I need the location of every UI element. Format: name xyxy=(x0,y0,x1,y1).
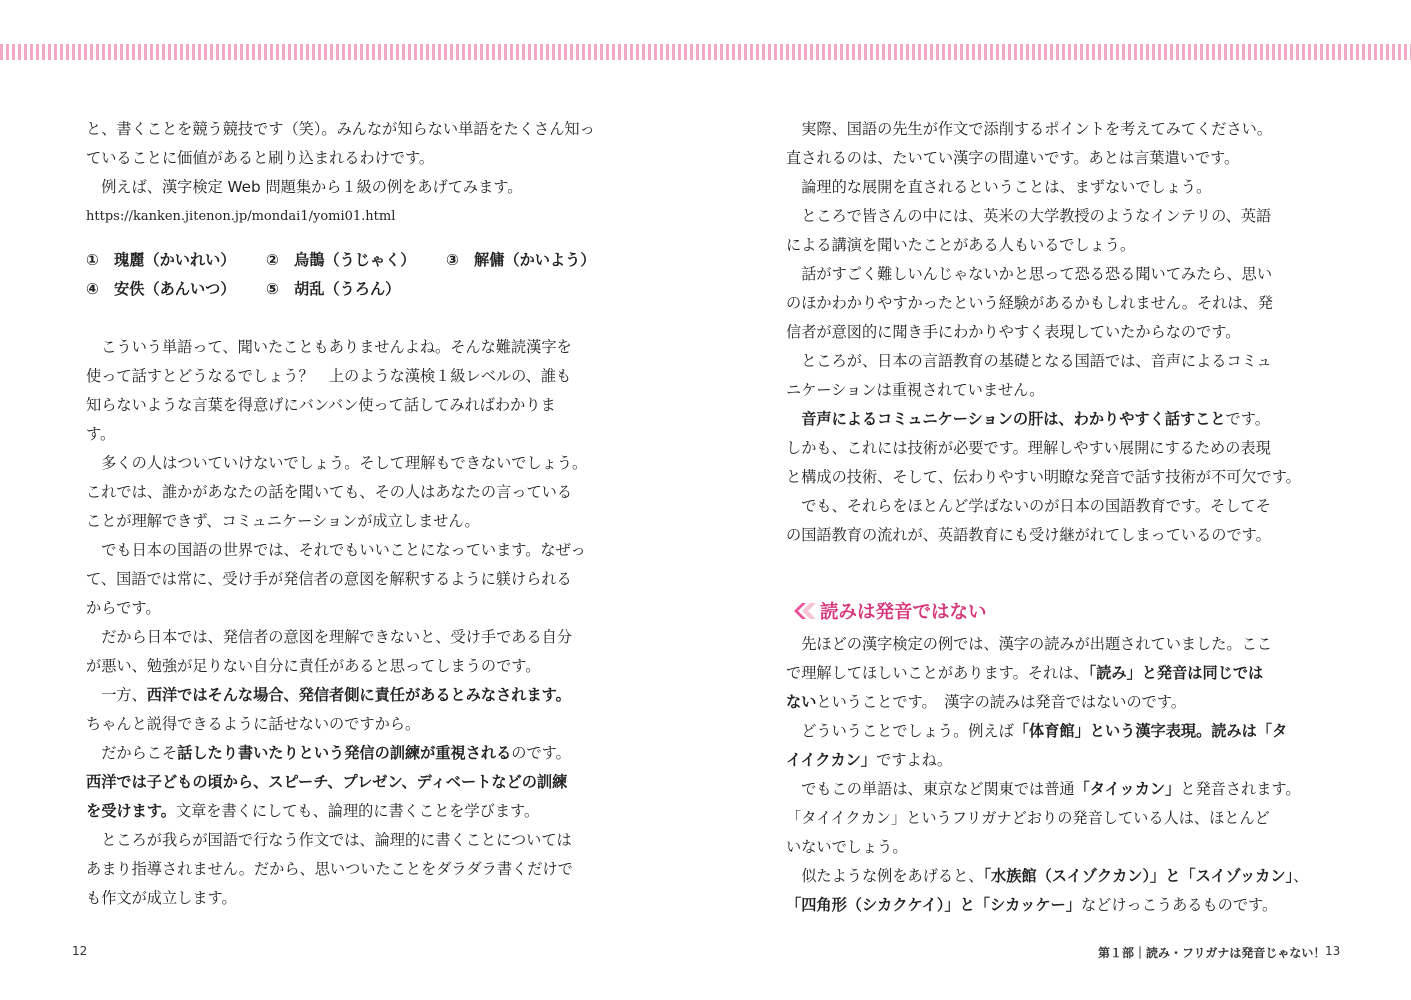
bold-span: 西洋ではそんな場合、発信者側に責任があるとみなされます。 xyxy=(146,686,571,704)
text-line: ちゃんと説得できるように話せないのですから。 xyxy=(86,715,421,733)
section-heading-text: 読みは発音ではない xyxy=(820,602,987,623)
text-line: こういう単語って、聞いたこともありませんよね。そんな難読漢字を xyxy=(86,338,572,356)
text-line: だから日本では、発信者の意図を理解できないと、受け手である自分 xyxy=(86,628,572,646)
text-line: も作文が成立します。 xyxy=(86,889,237,907)
text-line: しかも、これには技術が必要です。理解しやすい展開にするための表現 xyxy=(786,439,1271,457)
text-line: が悪い、勉強が足りない自分に責任があると思ってしまうのです。 xyxy=(86,657,541,675)
text-line: 実際、国語の先生が作文で添削するポイントを考えてみてください。 xyxy=(786,120,1272,138)
section-heading xyxy=(786,594,1331,628)
text-line xyxy=(786,717,1331,746)
text-line: 直されるのは、たいてい漢字の間違いです。あとは言葉遣いです。 xyxy=(786,149,1240,167)
text-line: 先ほどの漢字検定の例では、漢字の読みが出題されていました。ここ xyxy=(786,635,1272,653)
right-page xyxy=(786,115,1331,920)
example-list-row xyxy=(86,246,626,275)
text-span: ということです。 漢字の読みは発音ではないのです。 xyxy=(816,693,1187,711)
text-line: ところで皆さんの中には、英米の大学教授のようなインテリの、英語 xyxy=(786,207,1272,225)
page-number-left: 12 xyxy=(72,944,88,958)
text-line: ことが理解できず、コミュニケーションが成立しません。 xyxy=(86,512,480,530)
text-line: 西洋では子どもの頃から、スピーチ、プレゼン、ディベートなどの訓練 xyxy=(86,773,568,791)
text-line: 「タイイクカン」というフリガナどおりの発音している人は、ほとんど xyxy=(786,809,1270,827)
bold-span: 「四角形（シカクケイ）」と「シカッケー」 xyxy=(786,896,1081,914)
text-line: す。 xyxy=(86,425,116,443)
text-line xyxy=(786,405,1331,434)
text-span: のです。 xyxy=(511,744,571,762)
text-line: て、国語では常に、受け手が発信者の意図を解釈するように躾けられる xyxy=(86,570,572,588)
text-span: でもこの単語は、東京など関東では普通 xyxy=(786,780,1075,798)
text-line xyxy=(786,688,1331,717)
text-line xyxy=(86,797,626,826)
text-line xyxy=(86,681,626,710)
text-span: などけっこうあるものです。 xyxy=(1080,896,1278,914)
text-line: ていることに価値があると刷り込まれるわけです。 xyxy=(86,149,435,167)
example-item: ② 烏鵲（うじゃく） xyxy=(266,251,416,269)
page-number-right: 13 xyxy=(1325,944,1341,958)
bold-span: 「水族館（スイゾクカン）」と「スイゾッカン」 xyxy=(983,867,1294,885)
text-span: 文章を書くにしても、論理的に書くことを学びます。 xyxy=(175,802,540,820)
text-line: あまり指導されません。だから、思いついたことをダラダラ書くだけで xyxy=(86,860,573,878)
text-line: いないでしょう。 xyxy=(786,838,908,856)
text-line xyxy=(786,746,1331,775)
text-line xyxy=(86,739,626,768)
text-line: でも、それらをほとんど学ばないのが日本の国語教育です。そしてそ xyxy=(786,497,1271,515)
example-item: ① 瑰麗（かいれい） xyxy=(86,251,236,269)
text-span: で理解してほしいことがあります。それは、 xyxy=(786,664,1089,682)
text-span xyxy=(786,410,801,428)
text-line: ニケーションは重視されていません。 xyxy=(786,381,1045,399)
text-line xyxy=(786,891,1331,920)
text-span: どういうことでしょう。例えば xyxy=(786,722,1014,740)
text-line: 知らないような言葉を得意げにバンバン使って話してみればわかりま xyxy=(86,396,556,414)
example-item: ③ 解傭（かいよう） xyxy=(446,251,596,269)
bold-span: ない xyxy=(786,693,817,711)
text-line: ところが、日本の言語教育の基礎となる国語では、音声によるコミュ xyxy=(786,352,1272,370)
bold-span: を受けます。 xyxy=(86,802,176,820)
bold-span: 「体育館」という漢字表現。読みは「タ xyxy=(1013,722,1288,740)
bold-span: 「読み」と発音は同じでは xyxy=(1088,664,1264,682)
example-list-row xyxy=(86,275,626,304)
text-line: ところが我らが国語で行なう作文では、論理的に書くことについては xyxy=(86,831,572,849)
text-line: これでは、誰かがあなたの話を聞いても、その人はあなたの言っている xyxy=(86,483,572,501)
text-span: と発音されます。 xyxy=(1180,780,1301,798)
text-span: 、 xyxy=(1293,867,1309,885)
text-line xyxy=(786,659,1331,688)
text-line: 話がすごく難しいんじゃないかと思って恐る恐る聞いてみたら、思い xyxy=(786,265,1272,283)
bold-span: イイクカン」 xyxy=(786,751,877,769)
text-line: と、書くことを競う競技です（笑）。みんなが知らない単語をたくさん知っ xyxy=(86,120,595,138)
text-line xyxy=(786,775,1331,804)
bold-span: 音声によるコミュニケーションの肝は、わかりやすく話すこと xyxy=(801,410,1226,428)
text-line xyxy=(786,862,1331,891)
text-line: でも日本の国語の世界では、それでもいいことになっています。なぜっ xyxy=(86,541,586,559)
text-span: 似たような例をあげると、 xyxy=(786,867,984,885)
double-chevron-left-icon xyxy=(786,600,820,622)
text-span: です。 xyxy=(1225,410,1270,428)
example-item: ⑤ 胡乱（うろん） xyxy=(266,280,401,298)
example-item: ④ 安佚（あんいつ） xyxy=(86,280,236,298)
bold-span: 「タイッカン」 xyxy=(1074,780,1181,798)
text-line: と構成の技術、そして、伝わりやすい明瞭な発音で話す技術が不可欠です。 xyxy=(786,468,1301,486)
text-line: からです。 xyxy=(86,599,161,617)
text-line: 例えば、漢字検定 Web 問題集から１級の例をあげてみます。 xyxy=(86,178,523,196)
text-line: 多くの人はついていけないでしょう。そして理解もできないでしょう。 xyxy=(86,454,588,472)
text-line: 使って話すとどうなるでしょう？ 上のような漢検１級レベルの、誰も xyxy=(86,367,572,385)
text-span: だからこそ xyxy=(86,744,178,762)
text-span: 一方、 xyxy=(86,686,147,704)
running-head: 第１部｜読み・フリガナは発音じゃない！ xyxy=(1098,946,1326,960)
top-decorative-stripe xyxy=(0,44,1411,60)
left-page xyxy=(86,115,626,913)
text-span: ですよね。 xyxy=(876,751,952,769)
bold-span: 話したり書いたりという発信の訓練が重視される xyxy=(177,744,512,762)
text-line: による講演を聞いたことがある人もいるでしょう。 xyxy=(786,236,1136,254)
text-line: 論理的な展開を直されるということは、まずないでしょう。 xyxy=(786,178,1212,196)
text-line: の国語教育の流れが、英語教育にも受け継がれてしまっているのです。 xyxy=(786,526,1271,544)
text-line: 信者が意図的に聞き手にわかりやすく表現していたからなのです。 xyxy=(786,323,1241,341)
url-reference: https://kanken.jitenon.jp/mondai1/yomi01.html xyxy=(86,209,396,224)
text-line: のほかわかりやすかったという経験があるかもしれません。それは、発 xyxy=(786,294,1273,312)
